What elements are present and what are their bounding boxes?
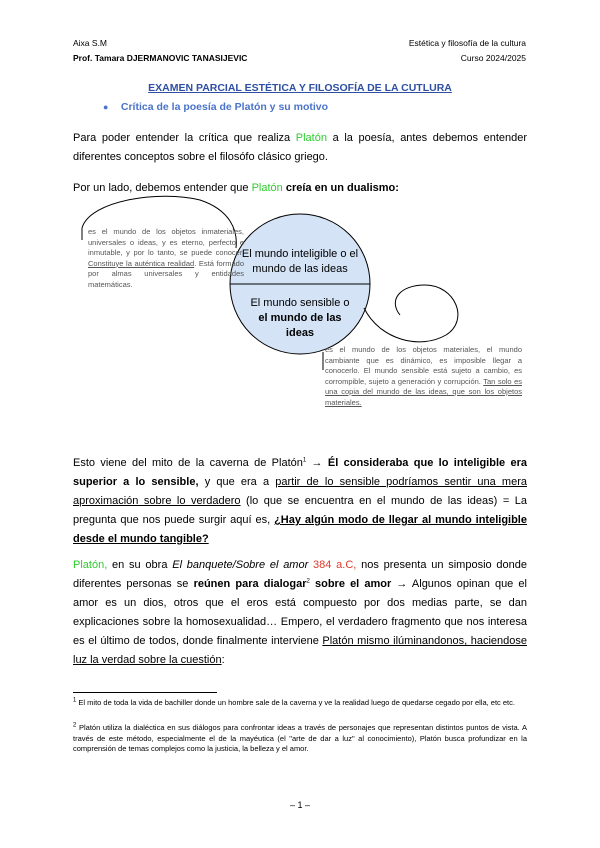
banquet-paragraph: Platón, en su obra El banquete/Sobre el amor 384 a.C, nos presenta un simposio donde diferentes personas se reúnen para dialogar$^2$ sobre el amor → Algunos opinan que el amor es un dios, otros que el eros está compuesto por dos medias parte, se dan explicaciones sobre la homosexualidad… Empero, el verdadero fragmento que nos interesa es el último de todos, donde finalmente interviene Platón mismo ilúminandonos, haciendose luz la verdad sobre la cuestión:: [73, 559, 528, 666]
author-name: Aixa S.M: [73, 38, 108, 48]
footnote-ref-1[interactable]: 1: [302, 457, 307, 464]
platon-highlight: Platón: [295, 132, 327, 144]
right-callout-curve: [364, 285, 458, 342]
footnote-ref-2[interactable]: 2: [306, 578, 310, 585]
course-name: Estética y filosofía de la cultura: [408, 38, 526, 48]
footnote-divider: [73, 692, 217, 693]
intro-paragraph: Para poder entender la crítica que realiza Platón a la poesía, antes debemos entender diferentes conceptos sobre el filosófo clásico griego.: [73, 132, 528, 163]
subtitle: Crítica de la poesía de Platón y su motivo: [120, 101, 329, 113]
footnote-2: $^2$ Platón utiliza la dialéctica en sus diálogos para confrontar ideas a través de personajes que representan distintos puntos de vista. A través de este método, especialmente el de la mayéutica (el "arte de dar a luz" al conocimiento), Platón busca profundizar en la comprensión de temas complejos como la justicia, la belleza y el amor.: [73, 722, 527, 753]
sensible-world-note: es el mundo de los objetos materiales, el mundo cambiante que es dinámico, es imposible llegar a conocerlo. El mundo sensible está sujeto a cambio, es corrompible, sujeto a generación y corrupción. Tan solo es una copia del mundo de las ideas, que son los objetos materiales.: [325, 345, 522, 407]
intelligible-world-note: es el mundo de los objetos inmateriales, universales o ideas, y es eterno, perfecto e inmutable, y por lo tanto, se puede conocer. Constituye la auténtica realidad. Está formado por almas universales y entidades matemáticas.: [88, 227, 244, 289]
subtitle-row: [103, 97, 328, 115]
platon-highlight: Platón: [251, 182, 283, 194]
cave-myth-paragraph: Esto viene del mito de la caverna de Platón$^1$ → Él consideraba que lo inteligible era superior a lo sensible, y que era a partir de lo sensible podríamos sentir una mera aproximación sobre lo verdadero (lo que se encuentra en el mundo de las ideas) = La pregunta que nos puede surgir aquí es, ¿Hay algún modo de llegar al mundo inteligible desde el mundo tangible?: [73, 457, 527, 545]
bullet-icon: ●: [103, 102, 109, 112]
professor-name: Prof. Tamara DJERMANOVIC TANASIJEVIC: [73, 53, 248, 63]
page-title: EXAMEN PARCIAL ESTÉTICA Y FILOSOFÍA DE LA CUTLURA: [148, 82, 452, 94]
sensible-world-label: El mundo sensible o el mundo de las ideas: [250, 297, 350, 339]
footnote-1: $^1$ El mito de toda la vida de bachiller donde un hombre sale de la caverna y ve la realidad luego de quedarse cegado por ella, etc etc.: [73, 697, 515, 707]
dualism-paragraph: Por un lado, debemos entender que Platón creía en un dualismo:: [73, 182, 399, 194]
intelligible-world-label: El mundo inteligible o el mundo de las ideas: [241, 248, 359, 275]
course-year: Curso 2024/2025: [460, 53, 526, 63]
platon-highlight: Platón,: [73, 559, 108, 571]
page-number: – 1 –: [289, 800, 311, 810]
